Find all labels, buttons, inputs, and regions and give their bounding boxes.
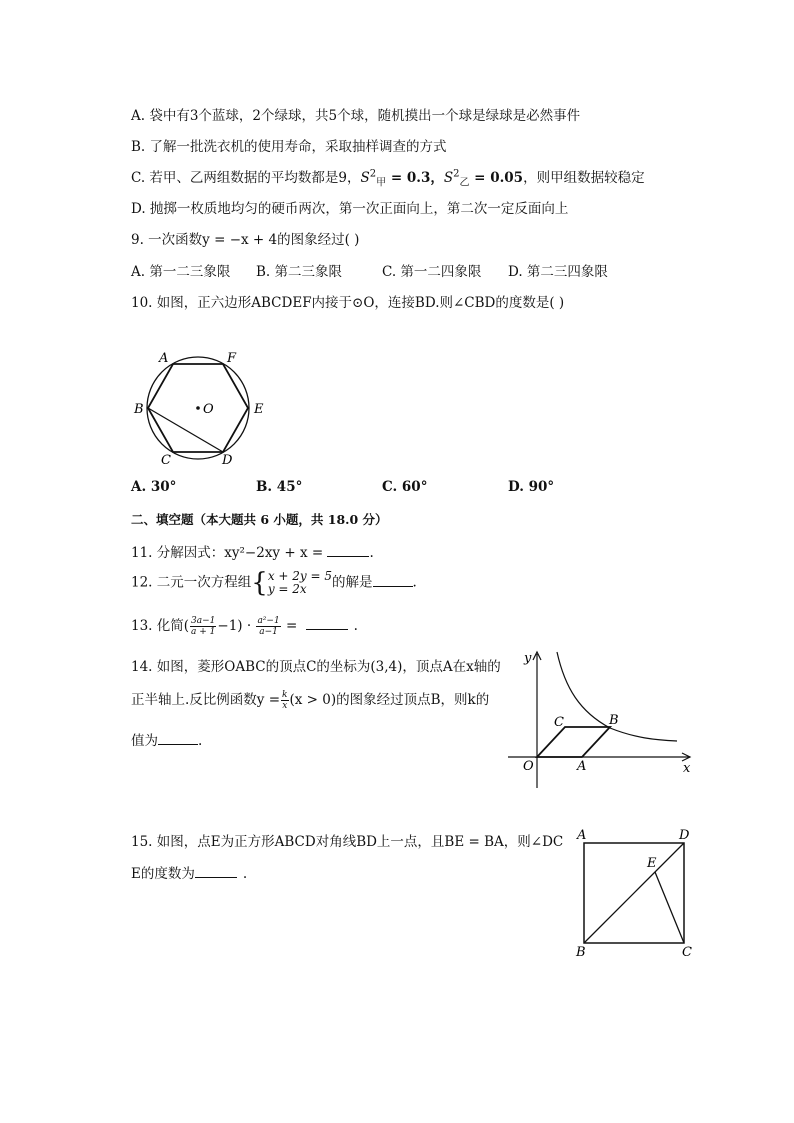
q10-option-d: D. 90° (508, 479, 555, 495)
label-d: D (222, 453, 233, 468)
q12-blank[interactable] (373, 574, 413, 587)
label-c: C (161, 453, 171, 468)
label-a: A (577, 828, 587, 843)
q12: 12. 二元一次方程组{ x + 2y = 5 y = 2x 的解是 . (131, 568, 417, 598)
q10-option-a: A. 30° (131, 479, 177, 495)
label-b: B (134, 402, 144, 417)
label-d: D (679, 828, 690, 843)
q8-option-d: D. 抛掷一枚质地均匀的硬币两次，第一次正面向上，第二次一定反面向上 (131, 201, 569, 217)
q13-num2: a²−1 (257, 616, 280, 626)
variance-jia-symbol: S (360, 170, 370, 186)
label-e: E (254, 402, 264, 417)
q10-stem: 10. 如图，正六边形ABCDEF内接于⊙O，连接BD.则∠CBD的度数是( ) (131, 295, 565, 311)
q9-option-a: A. 第一二三象限 (131, 264, 231, 280)
q13-post: = (281, 618, 302, 634)
q12-end: . (412, 574, 417, 591)
q11-blank[interactable] (327, 544, 369, 557)
q13-den1: a + 1 (191, 627, 216, 637)
q9-stem: 9. 一次函数y = −x + 4的图象经过( ) (131, 232, 360, 248)
q13-den2: a−1 (259, 627, 278, 637)
q14-line3-text: 值为 (131, 733, 158, 749)
variance-jia-value: = 0.3， (386, 170, 444, 186)
label-o: O (523, 759, 534, 774)
axis-label-x: x (683, 761, 691, 776)
hexagon-figure (128, 345, 273, 470)
label-c: C (554, 715, 564, 730)
rhombus-hyperbola-figure (505, 648, 695, 793)
q11-stem: 11. 分解因式：xy²−2xy + x = (131, 545, 328, 561)
q15-line1: 15. 如图，点E为正方形ABCD对角线BD上一点，且BE = BA，则∠DC (131, 834, 564, 850)
q12-pre: 12. 二元一次方程组 (131, 574, 252, 591)
q14-end: . (198, 733, 203, 749)
q11-end: . (369, 545, 374, 561)
q14-k-den: x (282, 701, 288, 711)
q9-option-d: D. 第二三四象限 (508, 264, 608, 280)
label-a: A (577, 759, 587, 774)
label-c: C (682, 945, 692, 960)
q15-end: . (242, 866, 248, 882)
square-figure (572, 825, 697, 963)
q13-num1: 3a−1 (191, 616, 216, 626)
label-b: B (609, 713, 619, 728)
q12-eq1: x + 2y = 5 (267, 569, 332, 583)
label-e: E (647, 856, 657, 871)
q12-eq2: y = 2x (267, 582, 307, 596)
q14-line2a: 正半轴上.反比例函数y = (131, 692, 281, 708)
q14-line2 (131, 688, 489, 711)
axis-label-y: y (524, 651, 532, 666)
variance-yi-sub: 乙 (459, 177, 470, 189)
q11 (131, 541, 374, 561)
variance-yi-symbol: S (443, 170, 454, 186)
q12-post: 的解是 (332, 574, 373, 591)
q8-option-a: A. 袋中有3个蓝球，2个绿球，共5个球，随机摸出一个球是绿球是必然事件 (131, 108, 581, 124)
label-f: F (227, 351, 237, 366)
q13-pre: 13. 化简( (131, 618, 190, 634)
q15-blank[interactable] (195, 865, 237, 878)
q14-line3 (131, 729, 202, 749)
q10-option-c: C. 60° (382, 479, 428, 495)
variance-jia-sub: 甲 (376, 177, 387, 189)
q13-blank[interactable] (306, 617, 348, 630)
q13-mid: −1) · (217, 618, 256, 634)
q8-option-c-post: ，则甲组数据较稳定 (523, 170, 645, 186)
q15-line2 (131, 862, 247, 882)
q9-option-b: B. 第二三象限 (256, 264, 343, 280)
variance-yi-value: = 0.05 (469, 170, 524, 186)
q14-line2b: (x > 0)的图象经过顶点B，则k的 (289, 692, 490, 708)
q9-option-c: C. 第一二四象限 (382, 264, 482, 280)
q14-line1: 14. 如图，菱形OABC的顶点C的坐标为(3,4)，顶点A在x轴的 (131, 659, 501, 675)
q10-option-b: B. 45° (256, 479, 303, 495)
section-title: 二、填空题（本大题共 6 小题，共 18.0 分） (131, 512, 388, 527)
q15-line2-text: E的度数为 (131, 866, 195, 882)
label-a: A (159, 351, 169, 366)
q13 (131, 614, 358, 637)
q13-end: . (353, 618, 358, 634)
label-o: O (203, 402, 214, 417)
q14-blank[interactable] (158, 732, 198, 745)
q8-option-b: B. 了解一批洗衣机的使用寿命，采取抽样调查的方式 (131, 139, 447, 155)
q14-k-num: k (282, 690, 288, 700)
q8-option-c-pre: C. 若甲、乙两组数据的平均数都是9， (131, 170, 361, 186)
q8-option-c: C. 若甲、乙两组数据的平均数都是9，$S^2_甲 = 0.3$，$S^2_乙 = 0.05$，则甲组数据较稳定 (131, 168, 645, 189)
label-b: B (576, 945, 586, 960)
